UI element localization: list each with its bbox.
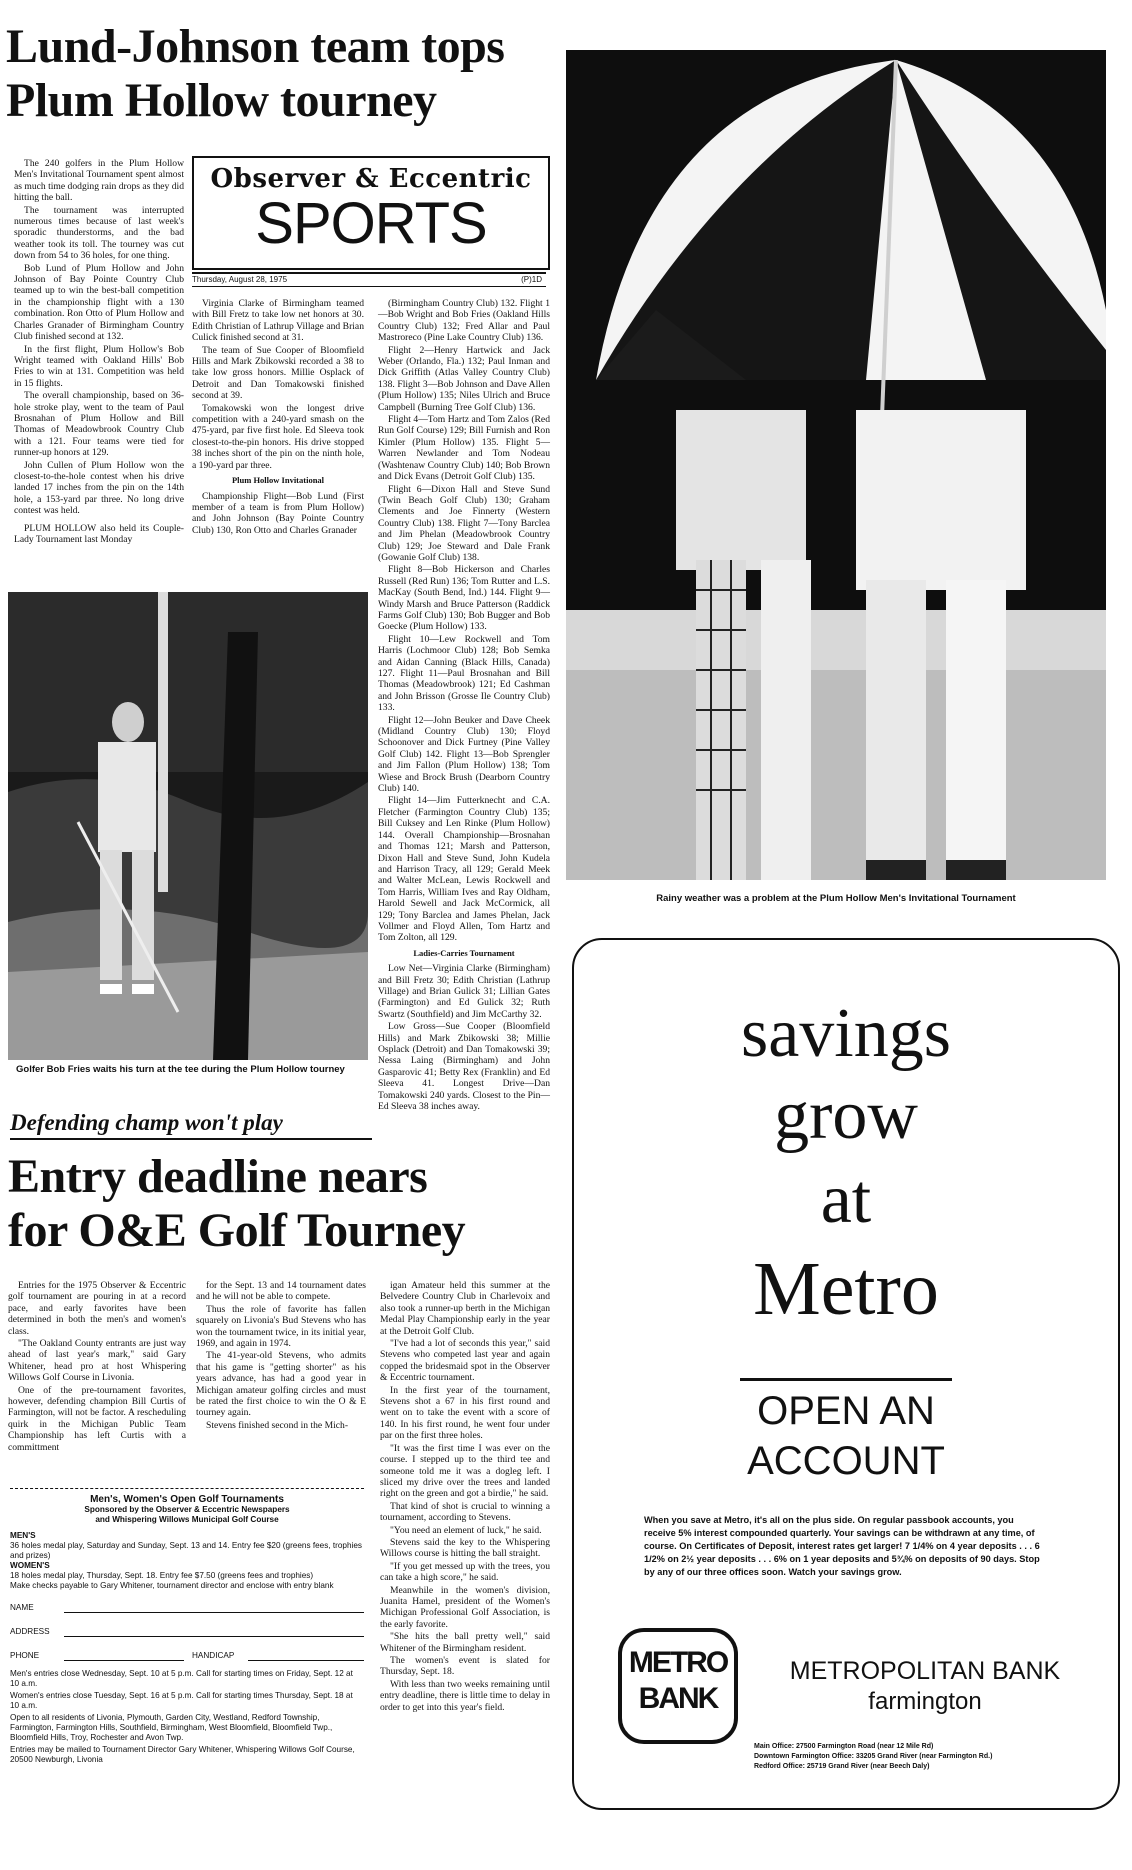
story1-column-1: [14, 158, 184, 546]
story1-column-2: [192, 298, 364, 537]
paragraph: for the Sept. 13 and 14 tournament dates and he will not be able to compete.: [196, 1280, 366, 1303]
paragraph: igan Amateur held this summer at the Belvedere Country Club in Charlevoix and also took a runner-up berth in the Michigan Medal Play Championship early in the year at the Detroit Golf Club.: [380, 1280, 550, 1337]
name-field[interactable]: [64, 1603, 364, 1613]
paragraph: (Birmingham Country Club) 132. Flight 1—Bob Wright and Bob Fries (Oakland Hills Country Club) 132; Fred Allar and Paul Mastroreco (Pine Lake Country Club) 136.: [378, 298, 550, 344]
paragraph: The 240 golfers in the Plum Hollow Men's Invitational Tournament spent almost as much time dodging rain drops as they did hitting the ball.: [14, 158, 184, 204]
paragraph: One of the pre-tournament favorites, however, defending champion Bill Curtis of Farmington, will not be factor. A rescheduling quirk in the Michigan Public Team Championship has left Curtis with a committment: [8, 1384, 186, 1453]
name-row: [10, 1603, 364, 1613]
paragraph: With less than two weeks remaining until entry deadline, there is little time to delay in order to get into this year's field.: [380, 1678, 550, 1713]
paragraph: Flight 14—Jim Futterknecht and C.A. Fletcher (Farmington Country Club) 135; Bill Cuksey and Len Rinke (Plum Hollow) 144. Overall Championship—Brosnahan and Thomas 121; Marsh and Patterson, Dixon Hall and Steve Sund, John Kudela and Harrison Tracy, all 129; Gerald Meek and Walter McLean, Lewis Rockwell and Tom Harris, William Ives and Ray Oldham, Harold Sewell and Jack McCormick, all 129; Tony Barclea and James Phelan, Jack Vollmer and Floyd Allen, Tom Hartz and Tom Zolton, all 129.: [378, 795, 550, 944]
results-subhead: Plum Hollow Invitational: [231, 475, 325, 486]
ad-body-text: When you save at Metro, it's all on the plus side. On regular passbook accounts, you receive 5% interest compounded quarterly. Your savings can be withdrawn at any time, of course. On Certificates of Deposit, interest rates get larger! 7 1/4% on 4 year deposits . . . 6 1/2% on 2½ year deposits . . . 6% on 1 year deposits and 5¾% on deposits of 90 days. Stop by any of our three offices soon. Watch your savings grow.: [644, 1515, 1040, 1577]
golfer-photo-caption: Golfer Bob Fries waits his turn at the tee during the Plum Hollow tourney: [16, 1064, 345, 1075]
umbrella-photo: [566, 50, 1106, 880]
mens-text: 36 holes medal play, Saturday and Sunday, Sept. 13 and 14. Entry fee $20 (greens fees, trophies and prizes): [10, 1541, 362, 1560]
umbrella-photo-image: [566, 50, 1106, 880]
results-subhead: Ladies-Carries Tournament: [413, 947, 515, 958]
eligibility-text: Open to all residents of Livonia, Plymouth, Garden City, Westland, Redford Township, Farmington, Farmington Hills, Southfield, Birmingham, West Bloomfield, Bloomfield Twp., Bloomfield Hills, Troy, Rochester and Avon Twp.: [10, 1713, 333, 1742]
ad-line-savings: savings: [741, 995, 951, 1072]
handicap-field[interactable]: [248, 1651, 364, 1661]
logo-text-bank: BANK: [638, 1682, 718, 1715]
paragraph: "It was the first time I was ever on the course. I stepped up to the third tee and someone told me it was a dogleg left. I sliced my drive over the trees and landed right on the green and got a birdie," he said.: [380, 1442, 550, 1500]
address-label: ADDRESS: [10, 1627, 50, 1636]
masthead-section: SPORTS: [255, 191, 487, 256]
phone-field[interactable]: [64, 1651, 184, 1661]
address-field[interactable]: [64, 1627, 364, 1637]
form-sponsor-1: Sponsored by the Observer & Eccentric Newspapers: [84, 1505, 290, 1514]
headline-line-1: Lund-Johnson team tops: [6, 20, 505, 73]
paragraph: Flight 4—Tom Hartz and Tom Zalos (Red Run Golf Course) 129; Bill Furnish and Ron Kimler (Plum Hollow) 135. Flight 5—Warren Newlander and Tom Nodeau (Washtenaw Country Club) 140; Bob Brown and Dick Evans (Detroit Golf Club) 135.: [378, 414, 550, 483]
paragraph: Tomakowski won the longest drive competition with a 240-yard smash on the 475-yard, par five first hole. Ed Sleeva took closest-to-the-pin honors. His drive stopped 38 inches short of the pin on the ninth hole, a 190-yard par three.: [192, 402, 364, 471]
ad-cta-line-1: OPEN AN: [757, 1389, 935, 1433]
headline-line-2: for O&E Golf Tourney: [8, 1204, 466, 1257]
logo-text-metro: METRO: [628, 1646, 728, 1679]
office-redford: Redford Office: 25719 Grand River (near Beech Daly): [754, 1763, 930, 1770]
paragraph: The team of Sue Cooper of Bloomfield Hills and Mark Zbikowski recorded a 38 to take low gross honors. Millie Osplack of Detroit and Dan Tomakowski finished second at 39.: [192, 344, 364, 402]
metro-bank-logo: [618, 1628, 738, 1744]
paragraph: Virginia Clarke of Birmingham teamed with Bill Fretz to take low net honors at 30. Edith Christian of Lathrup Village and Brian Culick finished second at 31.: [192, 298, 364, 344]
paragraph: John Cullen of Plum Hollow won the closest-to-the-hole contest when his drive landed 17 inches from the pin on the 14th hole, a 153-yard par three. No long drive contest was held.: [14, 459, 184, 517]
handicap-label: HANDICAP: [192, 1651, 235, 1660]
paragraph: That kind of shot is crucial to winning a tournament, according to Stevens.: [380, 1500, 550, 1524]
paragraph: "You need an element of luck," he said.: [390, 1524, 542, 1536]
paragraph: "The Oakland County entrants are just way ahead of last year's mark," said Gary Whitener, head pro at host Whispering Willows Golf Course in Livonia.: [8, 1338, 186, 1384]
paragraph: Low Net—Virginia Clarke (Birmingham) and Bill Fretz 30; Edith Christian (Lathrup Village) and Brian Gulick 31; Lillian Gates (Farmington) and Ed Gulick 32; Ruth Swartz (Southfield) and Jim McCarthy 32.: [378, 963, 550, 1020]
paragraph: Stevens finished second in the Mich-: [206, 1419, 349, 1431]
umbrella-photo-caption: Rainy weather was a problem at the Plum Hollow Men's Invitational Tournament: [656, 893, 1016, 904]
headline-plum-hollow: [6, 20, 566, 128]
dateline-date: Thursday, August 28, 1975: [192, 275, 288, 284]
paragraph: Flight 2—Henry Hartwick and Jack Weber (Orlando, Fla.) 132; Paul Inman and Dick Griffith (Atlas Valley Country Club) 138. Flight 3—Bob Johnson and Dave Allen (Plum Hollow) 135; Niles Ulrich and Bruce Campbell (Burning Tree Golf Club) 136.: [378, 344, 550, 413]
paragraph: In the first year of the tournament, Stevens shot a 67 in his first round and went on to take the event with a score of 140. In his first round, he went four under par on the first three holes.: [380, 1384, 550, 1442]
golfer-photo-image: [8, 592, 368, 1060]
mens-close-text: Men's entries close Wednesday, Sept. 10 at 5 p.m. Call for starting times on Friday, Sept. 12 at 10 a.m.: [10, 1669, 353, 1688]
office-downtown: Downtown Farmington Office: 33205 Grand River (near Farmington Rd.): [754, 1753, 993, 1760]
sports-masthead: [192, 156, 550, 270]
bank-city: farmington: [868, 1688, 982, 1715]
paragraph: Entries for the 1975 Observer & Eccentric golf tournament are pouring in at a record pace, and early favorites have been determined in both the men's and women's class.: [8, 1280, 186, 1337]
paragraph: Flight 8—Bob Hickerson and Charles Russell (Red Run) 136; Tom Rutter and L.S. MacKay (South Bend, Ind.) 144. Flight 9—Windy Marsh and Bruce Patterson (Raddick Farms Golf Club) 130; Bob Bugger and Bob Goecke (Plum Hollow) 133.: [378, 564, 550, 633]
paragraph: Meanwhile in the women's division, Juanita Hamel, president of the Women's Michigan Professional Golf Association, is the early favorite.: [380, 1584, 550, 1630]
address-row: [10, 1627, 364, 1637]
paragraph: "If you get messed up with the trees, you can take a high score," he said.: [380, 1560, 550, 1584]
office-main: Main Office: 27500 Farmington Road (near 12 Mile Rd): [754, 1743, 934, 1750]
mail-to-text: Entries may be mailed to Tournament Director Gary Whitener, Whispering Willows Golf Course, 20500 Newburgh, Livonia: [10, 1745, 355, 1764]
paragraph: PLUM HOLLOW also held its Couple-Lady Tournament last Monday: [14, 522, 184, 545]
name-label: NAME: [10, 1603, 34, 1612]
paragraph: Thus the role of favorite has fallen squarely on Livonia's Bud Stevens who has won the tournament twice, in its initial year, 1969, and again in 1974.: [196, 1303, 366, 1350]
ad-line-grow: grow: [774, 1077, 918, 1154]
dateline-bar: [192, 272, 546, 287]
office-addresses: [754, 1742, 1074, 1772]
paragraph: The 41-year-old Stevens, who admits that his game is "getting shorter" as his years advance, has had a good year in Michigan amateur golfing circles and must be rated the first choice to win the O & E tourney again.: [196, 1350, 366, 1419]
paragraph: "She hits the ball pretty well," said Whitener of the Birmingham resident.: [380, 1631, 550, 1654]
page-number: (P)1D: [521, 275, 542, 284]
form-sponsor-2: and Whispering Willows Municipal Golf Course: [95, 1515, 279, 1524]
paragraph: The overall championship, based on 36-hole stroke play, went to the team of Paul Brosnahan of Plum Hollow and Bill Thomas of Meadowbrook Country Club with a 121. Four teams were tied for runner-up honors at 129.: [14, 390, 184, 459]
paragraph: Stevens said the key to the Whispering Willows course is hitting the ball straight.: [380, 1536, 550, 1560]
ad-divider: [740, 1378, 952, 1381]
paragraph: The tournament was interrupted numerous times because of last week's sporadic thunderstorms, and the bad weather took its toll. The tourney was cut down from 54 to 36 holes, for one thing.: [14, 204, 184, 262]
bank-name: METROPOLITAN BANK: [789, 1657, 1061, 1685]
story2-column-1: [8, 1280, 186, 1454]
paragraph: In the first flight, Plum Hollow's Bob Wright teamed with Oakland Hills' Bob Fries to win at 131. Competition was held in 15 flights.: [14, 343, 184, 389]
paragraph: The women's event is slated for Thursday, Sept. 18.: [380, 1655, 550, 1678]
masthead-paper-name: Observer & Eccentric: [210, 164, 532, 194]
paragraph: Low Gross—Sue Cooper (Bloomfield Hills) and Mark Zbikowski 38; Millie Osplack (Detroit) and Dan Tomakowski 39; Nessa Laing (Birmingham) and John Gasparovic 41; Betty Rex (Franklin) and Ed Sleeva 41. Longest Drive—Dan Tomakowski 240 yards. Closest to the Pin—Ed Sleeva 38 inches away.: [378, 1021, 550, 1113]
phone-row: [10, 1651, 364, 1661]
ad-line-at: at: [820, 1161, 872, 1238]
story2-kicker: Defending champ won't play: [10, 1110, 372, 1140]
checks-text: Make checks payable to Gary Whitener, tournament director and enclose with entry blank: [10, 1581, 334, 1590]
story2-headline: [8, 1150, 563, 1258]
metro-bank-ad: [572, 938, 1120, 1810]
story2-column-3: [380, 1280, 550, 1714]
form-title: Men's, Women's Open Golf Tournaments: [90, 1494, 284, 1505]
paragraph: Flight 6—Dixon Hall and Steve Sund (Twin Beach Golf Club) 130; Graham Clements and Joe Finnerty (Western Country Club) 138. Flight 7—Tony Barclea and Jim Phelan (Meadowbrook Country Club) 129; Joe Steward and Dale Frank (Gowanie Golf Club) 138.: [378, 483, 550, 563]
entry-form: [10, 1488, 364, 1817]
story1-column-3: [378, 298, 550, 1113]
story2-column-2: [196, 1280, 366, 1432]
womens-close-text: Women's entries close Tuesday, Sept. 16 at 5 p.m. Call for starting times Thursday, Sept. 18 at 10 a.m.: [10, 1691, 353, 1710]
mens-label: MEN'S: [10, 1531, 36, 1540]
paragraph: Championship Flight—Bob Lund (First member of a team is from Plum Hollow) and John Johnson (Bay Pointe Country Club) 130, Ron Otto and Charles Granader: [192, 490, 364, 536]
ad-cta-line-2: ACCOUNT: [747, 1439, 945, 1483]
golfer-photo: [8, 592, 368, 1060]
paragraph: Flight 12—John Beuker and Dave Cheek (Midland Country Club) 130; Floyd Schoonover and Dick Furtney (Pine Valley Golf Club) 142. Flight 13—Bob Sprengler and Jim Fallon (Plum Hollow) 138; Tom Wiese and Brock Brush (Dearborn Country Club) 140.: [378, 714, 550, 795]
womens-label: WOMEN'S: [10, 1561, 50, 1570]
womens-text: 18 holes medal play, Thursday, Sept. 18. Entry fee $7.50 (greens fees and trophies): [10, 1571, 314, 1580]
paragraph: "I've had a lot of seconds this year," said Stevens who competed last year and again copped the bridesmaid spot in the Observer & Eccentric tournament.: [380, 1338, 550, 1384]
phone-label: PHONE: [10, 1651, 40, 1660]
paragraph: Flight 10—Lew Rockwell and Tom Harris (Lochmoor Club) 128; Bob Semka and Aidan Canning (Black Hills, Canada) 127. Flight 11—Paul Brosnahan and Bill Thomas (Meadowbrook) 121; Ed Cashman and John Brisson (Grosse Ile Country Club) 133.: [378, 633, 550, 714]
ad-line-metro: Metro: [753, 1247, 939, 1331]
headline-line-2: Plum Hollow tourney: [6, 74, 437, 127]
headline-line-1: Entry deadline nears: [8, 1150, 428, 1203]
paragraph: Bob Lund of Plum Hollow and John Johnson of Bay Pointe Country Club teamed up to win the best-ball competition in the championship flight with a 130 combination. Ron Otto of Plum Hollow and Charles Granader of Birmingham Country Club finished second at 132.: [14, 262, 184, 343]
